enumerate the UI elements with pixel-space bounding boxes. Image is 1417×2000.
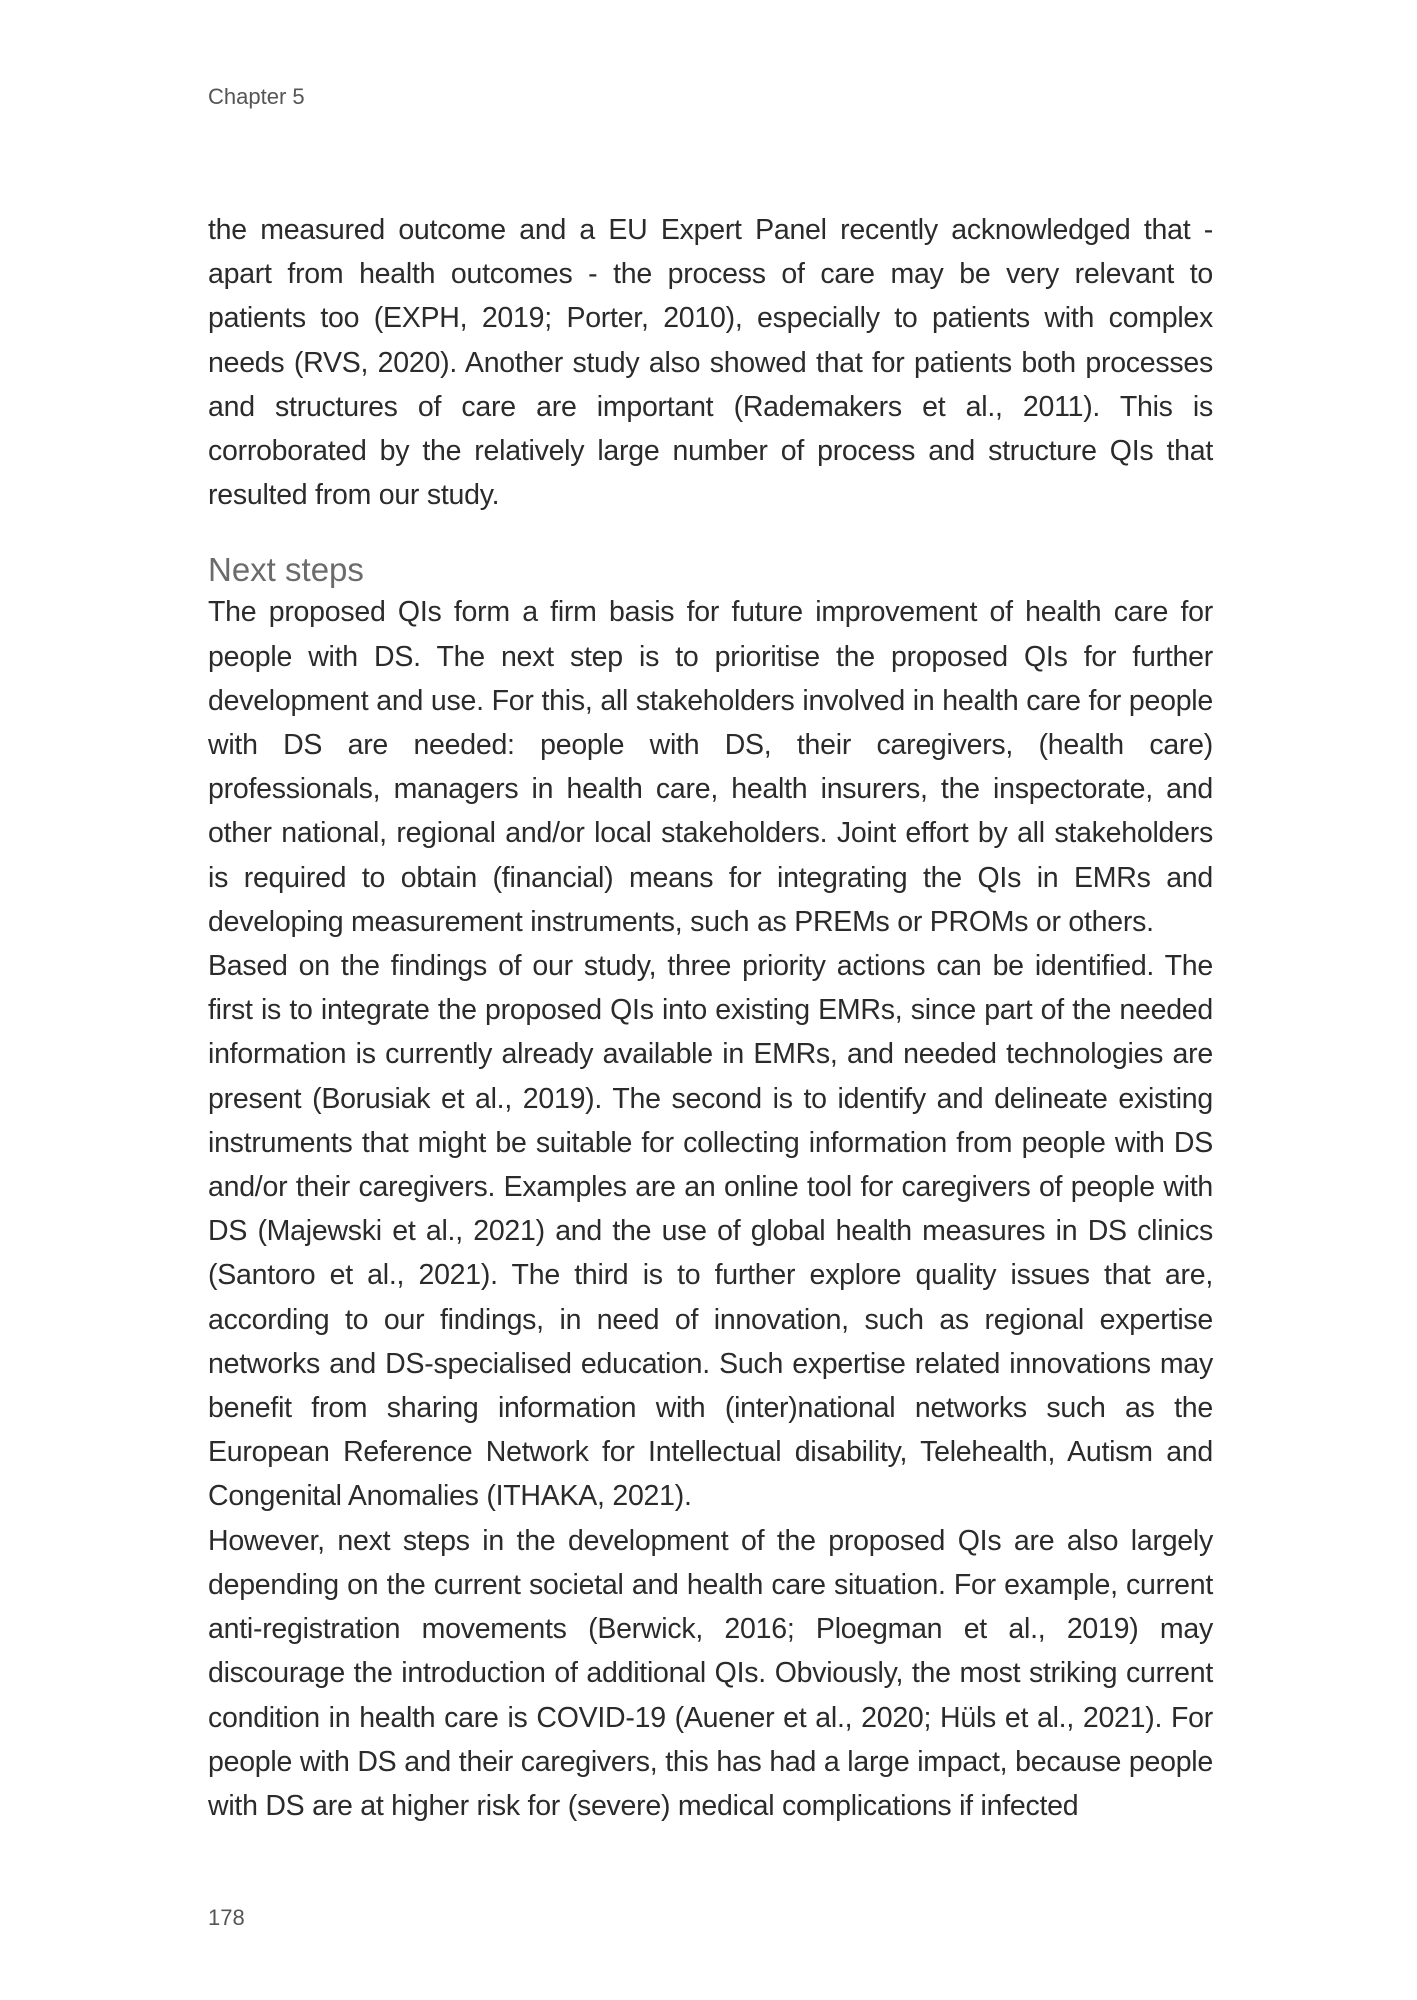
paragraph-outcomes: the measured outcome and a EU Expert Panel recently acknowledged that - apart from health outcomes - the process of care may be very relevant to patients too (EXPH, 2019; Porter, 2010), especially to patients with complex needs (RVS, 2020). Another study also showed that for patients both processes and structures of care are important (Rademakers et al., 2011). This is corroborated by the relatively large number of process and structure QIs that resulted from our study. — [208, 214, 1213, 512]
section-heading-next-steps: Next steps — [208, 551, 364, 589]
paragraph-priority-actions: Based on the findings of our study, three priority actions can be identified. The first is to integrate the proposed QIs into existing EMRs, since part of the needed information is currently already available in EMRs, and needed technologies are present (Borusiak et al., 2019). The second is to identify and delineate existing instruments that might be suitable for collecting information from people with DS and/or their caregivers. Examples are an online tool for caregivers of people with DS (Majewski et al., 2021) and the use of global health measures in DS clinics (Santoro et al., 2021). The third is to further explore quality issues that are, according to our findings, in need of innovation, such as regional expertise networks and DS-specialised education. Such expertise related innovations may benefit from sharing information with (inter)national networks such as the European Reference Network for Intellectual disability, Telehealth, Autism and Congenital Anomalies (ITHAKA, 2021). — [208, 950, 1213, 1513]
page-number: 178 — [208, 1905, 245, 1930]
paragraph-proposed-qis: The proposed QIs form a firm basis for future improvement of health care for people with DS. The next step is to prioritise the proposed QIs for further development and use. For this, all stakeholders involved in health care for people with DS are needed: people with DS, their caregivers, (health care) professionals, managers in health care, health insurers, the inspectorate, and other national, regional and/or local stakeholders. Joint effort by all stakeholders is required to obtain (financial) means for integrating the QIs in EMRs and developing measurement instruments, such as PREMs or PROMs or others. — [208, 596, 1213, 938]
paragraph-societal-situation: However, next steps in the development of the proposed QIs are also largely depending on the current societal and health care situation. For example, current anti-registration movements (Berwick, 2016; Ploegman et al., 2019) may discourage the introduction of additional QIs. Obviously, the most striking current condition in health care is COVID-19 (Auener et al., 2020; Hüls et al., 2021). For people with DS and their caregivers, this has had a large impact, because people with DS are at higher risk for (severe) medical complications if infected — [208, 1524, 1213, 1822]
running-head: Chapter 5 — [208, 84, 305, 109]
page-body — [208, 208, 1213, 1828]
